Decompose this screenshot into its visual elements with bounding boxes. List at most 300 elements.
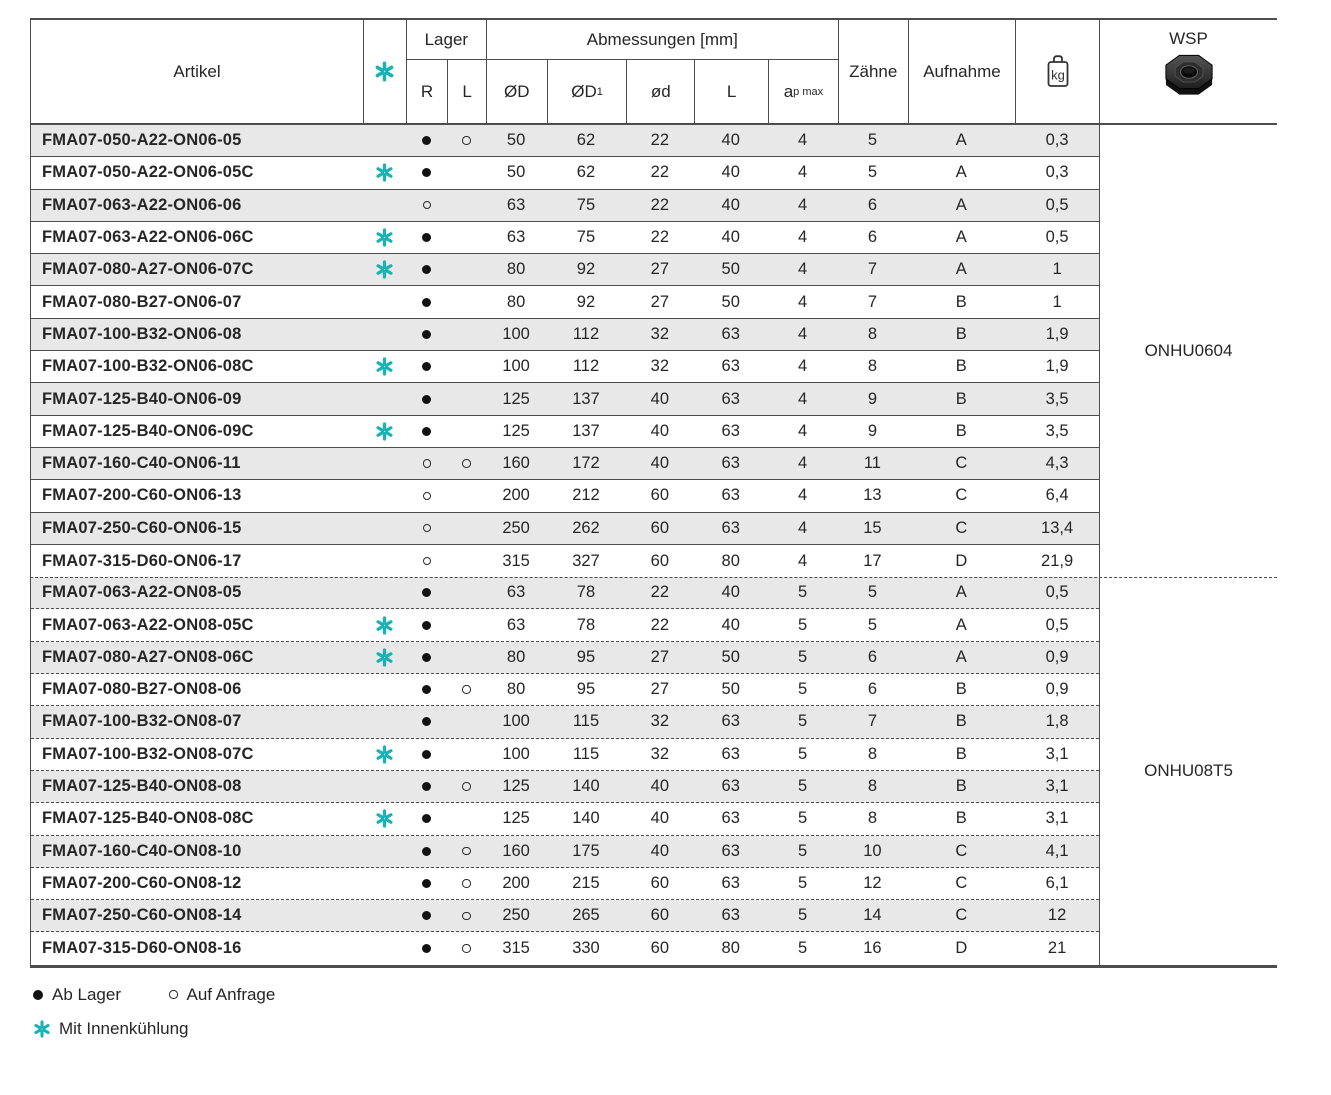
zaehne-value: 8	[867, 809, 878, 828]
dim-value-3: 63	[721, 518, 740, 537]
dim-value-4: 4	[797, 486, 808, 505]
dim-value-2: 60	[650, 939, 669, 958]
aufnahme-value: C	[955, 873, 968, 892]
innenkuehlung-cell	[363, 771, 406, 802]
dim-value-0: 250	[502, 518, 530, 537]
article-number: FMA07-050-A22-ON06-05C	[42, 163, 254, 182]
innenkuehlung-cell	[363, 448, 406, 479]
stock-r-cell	[406, 900, 447, 931]
column-header-dim-4: a p max	[768, 60, 838, 123]
zaehne-value: 8	[867, 777, 878, 796]
dim-value-1: 262	[572, 518, 600, 537]
auf-anfrage-circle-l	[462, 912, 471, 921]
dim-value-1: 137	[572, 421, 600, 440]
weight-value: 4,1	[1045, 841, 1069, 860]
dim-value-2: 27	[650, 292, 669, 311]
wsp-column	[1100, 20, 1277, 965]
dim-value-3: 50	[721, 647, 740, 666]
main-table	[30, 20, 1100, 965]
stock-r-cell	[406, 222, 447, 253]
ab-lager-dot-r	[422, 621, 431, 630]
aufnahme-value: D	[955, 939, 968, 958]
dim-value-3: 40	[721, 195, 740, 214]
stock-l-cell	[447, 254, 486, 285]
aufnahme-value: C	[955, 454, 968, 473]
auf-anfrage-circle-l	[462, 136, 471, 145]
weight-value: 0,5	[1045, 195, 1069, 214]
dim-value-1: 112	[572, 324, 600, 343]
innenkuehlung-cell	[363, 706, 406, 737]
dim-value-2: 27	[650, 647, 669, 666]
weight-value: 0,5	[1045, 583, 1069, 602]
table-row	[31, 609, 1099, 641]
dim-value-1: 212	[572, 486, 600, 505]
dim-value-0: 80	[506, 292, 526, 311]
table-row	[31, 868, 1099, 900]
table-row	[31, 642, 1099, 674]
stock-r-cell	[406, 480, 447, 511]
dim-value-3: 80	[721, 939, 740, 958]
weight-value: 0,3	[1045, 131, 1069, 150]
dim-value-3: 80	[721, 551, 740, 570]
ab-lager-dot-r	[422, 233, 431, 242]
zaehne-value: 7	[867, 260, 878, 279]
table-row	[31, 448, 1099, 480]
innenkuehlung-column-header	[363, 20, 406, 123]
zaehne-value: 12	[863, 873, 882, 892]
innenkuehlung-icon	[33, 1020, 51, 1038]
dim-value-0: 63	[506, 583, 526, 602]
dim-value-1: 265	[572, 906, 600, 925]
innenkuehlung-cell	[363, 222, 406, 253]
zaehne-value: 6	[867, 680, 878, 699]
dim-value-3: 40	[721, 131, 740, 150]
weight-value: 4,3	[1045, 454, 1069, 473]
innenkuehlung-cell	[363, 319, 406, 350]
aufnahme-value: B	[955, 809, 967, 828]
table-row	[31, 190, 1099, 222]
dim-value-4: 5	[797, 744, 808, 763]
legend-label-ab-lager: Ab Lager	[52, 984, 121, 1004]
dim-value-2: 40	[650, 454, 669, 473]
dim-value-2: 60	[650, 518, 669, 537]
zaehne-value: 6	[867, 228, 878, 247]
auf-anfrage-circle-l	[462, 685, 471, 694]
ab-lager-dot-r	[422, 879, 431, 888]
stock-l-cell	[447, 416, 486, 447]
stock-r-cell	[406, 932, 447, 964]
wsp-body	[1100, 125, 1277, 965]
weight-value: 0,5	[1045, 615, 1069, 634]
dim-value-3: 63	[721, 744, 740, 763]
ab-lager-dot-r	[422, 427, 431, 436]
innenkuehlung-cell	[363, 286, 406, 317]
dim-value-0: 315	[502, 939, 530, 958]
ab-lager-dot-r	[422, 362, 431, 371]
stock-l-cell	[447, 222, 486, 253]
zaehne-value: 13	[863, 486, 882, 505]
dim-value-0: 125	[502, 421, 530, 440]
aufnahme-value: A	[955, 647, 967, 666]
ab-lager-dot-r	[422, 330, 431, 339]
dim-value-3: 40	[721, 615, 740, 634]
dim-value-4: 4	[797, 131, 808, 150]
dim-value-2: 60	[650, 873, 669, 892]
dim-value-1: 78	[576, 615, 596, 634]
stock-l-cell	[447, 674, 486, 705]
dim-value-1: 172	[572, 454, 600, 473]
dim-value-4: 4	[797, 292, 808, 311]
dim-value-1: 175	[572, 841, 600, 860]
group-divider-dashed-line	[30, 577, 1277, 578]
table-row	[31, 416, 1099, 448]
ab-lager-dot-r	[422, 944, 431, 953]
dim-value-1: 75	[576, 228, 596, 247]
stock-l-cell	[447, 609, 486, 640]
innenkuehlung-icon	[375, 616, 394, 635]
innenkuehlung-cell	[363, 480, 406, 511]
dim-value-0: 80	[506, 680, 526, 699]
aufnahme-value: B	[955, 777, 967, 796]
weight-value: 12	[1047, 906, 1067, 925]
abmessungen-subheader	[487, 60, 838, 123]
dim-value-4: 4	[797, 421, 808, 440]
article-number: FMA07-050-A22-ON06-05	[42, 131, 242, 150]
stock-r-cell	[406, 836, 447, 867]
dim-value-2: 40	[650, 421, 669, 440]
article-number: FMA07-250-C60-ON06-15	[42, 518, 242, 537]
aufnahme-value: A	[955, 163, 967, 182]
dim-value-0: 80	[506, 647, 526, 666]
dim-value-3: 63	[721, 486, 740, 505]
dim-value-2: 60	[650, 486, 669, 505]
lager-column-group	[406, 20, 486, 123]
dim-value-3: 63	[721, 906, 740, 925]
auf-anfrage-circle-l	[462, 782, 471, 791]
aufnahme-value: A	[955, 228, 967, 247]
ab-lager-dot-r	[422, 911, 431, 920]
dim-value-4: 4	[797, 324, 808, 343]
weight-value: 3,5	[1045, 389, 1069, 408]
table-row	[31, 577, 1099, 609]
dim-value-0: 80	[506, 260, 526, 279]
column-header-lager-r: R	[420, 81, 434, 101]
abmessungen-column-group	[486, 20, 838, 123]
innenkuehlung-cell	[363, 739, 406, 770]
dim-value-4: 4	[797, 357, 808, 376]
legend-line-stock	[33, 985, 1331, 1005]
weight-value: 0,9	[1045, 680, 1069, 699]
dim-value-4: 4	[797, 228, 808, 247]
dim-value-1: 137	[572, 389, 600, 408]
table-header	[31, 20, 1099, 125]
article-number: FMA07-063-A22-ON06-06C	[42, 228, 254, 247]
innenkuehlung-cell	[363, 351, 406, 382]
weight-value: 1,9	[1045, 324, 1069, 343]
auf-anfrage-circle-r	[423, 459, 432, 468]
article-number: FMA07-100-B32-ON06-08	[42, 324, 242, 343]
stock-r-cell	[406, 286, 447, 317]
column-header-wsp: WSP	[1169, 29, 1208, 48]
dim-value-0: 160	[502, 841, 530, 860]
dim-value-0: 100	[502, 712, 530, 731]
dim-value-4: 5	[797, 777, 808, 796]
auf-anfrage-circle-l	[462, 847, 471, 856]
weight-value: 1,8	[1045, 712, 1069, 731]
stock-r-cell	[406, 706, 447, 737]
auf-anfrage-circle-icon	[169, 990, 178, 999]
table-group-on08	[31, 577, 1099, 965]
dim-value-4: 5	[797, 906, 808, 925]
auf-anfrage-circle-l	[462, 459, 471, 468]
article-number: FMA07-080-A27-ON06-07C	[42, 260, 254, 279]
dim-value-0: 125	[502, 777, 530, 796]
aufnahme-value: A	[955, 583, 967, 602]
zaehne-value: 5	[867, 131, 878, 150]
aufnahme-value: D	[955, 551, 968, 570]
stock-l-cell	[447, 868, 486, 899]
zaehne-value: 6	[867, 647, 878, 666]
dim-value-1: 92	[576, 260, 596, 279]
dim-value-3: 63	[721, 712, 740, 731]
dim-value-2: 40	[650, 841, 669, 860]
wsp-label-on08: ONHU08T5	[1144, 761, 1233, 780]
dim-value-4: 4	[797, 389, 808, 408]
stock-r-cell	[406, 383, 447, 414]
stock-l-cell	[447, 900, 486, 931]
legend-label-auf-anfrage: Auf Anfrage	[186, 984, 276, 1004]
zaehne-value: 8	[867, 744, 878, 763]
zaehne-value: 9	[867, 421, 878, 440]
aufnahme-value: B	[955, 712, 967, 731]
stock-r-cell	[406, 642, 447, 673]
dim-value-3: 63	[721, 841, 740, 860]
dim-value-4: 4	[797, 260, 808, 279]
stock-l-cell	[447, 577, 486, 608]
dim-value-0: 160	[502, 454, 530, 473]
dim-value-1: 115	[572, 744, 600, 763]
aufnahme-value: B	[955, 744, 967, 763]
innenkuehlung-cell	[363, 513, 406, 544]
article-number: FMA07-200-C60-ON06-13	[42, 486, 242, 505]
table-row	[31, 222, 1099, 254]
column-header-aufnahme: Aufnahme	[908, 20, 1016, 123]
aufnahme-value: B	[955, 680, 967, 699]
dim-value-2: 40	[650, 389, 669, 408]
zaehne-value: 16	[863, 939, 882, 958]
aufnahme-value: B	[955, 357, 967, 376]
dim-value-3: 63	[721, 777, 740, 796]
dim-value-0: 125	[502, 389, 530, 408]
dim-value-4: 4	[797, 551, 808, 570]
dim-value-2: 40	[650, 777, 669, 796]
innenkuehlung-icon	[375, 228, 394, 247]
table-row	[31, 351, 1099, 383]
dim-value-4: 4	[797, 195, 808, 214]
innenkuehlung-cell	[363, 190, 406, 221]
dim-value-4: 4	[797, 454, 808, 473]
auf-anfrage-circle-l	[462, 944, 471, 953]
article-number: FMA07-125-B40-ON08-08C	[42, 809, 254, 828]
ab-lager-dot-r	[422, 750, 431, 759]
article-number: FMA07-063-A22-ON08-05C	[42, 615, 254, 634]
innenkuehlung-cell	[363, 254, 406, 285]
weight-value: 13,4	[1041, 518, 1074, 537]
column-header-zaehne: Zähne	[838, 20, 908, 123]
weight-value: 1	[1052, 292, 1062, 311]
table-row	[31, 125, 1099, 157]
table-row	[31, 674, 1099, 706]
column-header-dim-2: ød	[626, 60, 694, 123]
stock-r-cell	[406, 190, 447, 221]
stock-l-cell	[447, 125, 486, 156]
article-number: FMA07-160-C40-ON06-11	[42, 454, 241, 473]
dim-value-1: 62	[576, 131, 596, 150]
innenkuehlung-cell	[363, 932, 406, 964]
ab-lager-dot-r	[422, 782, 431, 791]
ab-lager-dot-r	[422, 265, 431, 274]
aufnahme-value: C	[955, 486, 968, 505]
zaehne-value: 11	[863, 454, 881, 473]
dim-value-2: 27	[650, 260, 669, 279]
innenkuehlung-icon	[375, 809, 394, 828]
aufnahme-value: A	[955, 195, 967, 214]
table-row	[31, 836, 1099, 868]
innenkuehlung-icon	[375, 422, 394, 441]
legend-item-ab-lager	[33, 985, 121, 1005]
zaehne-value: 17	[863, 551, 882, 570]
zaehne-value: 15	[863, 518, 882, 537]
dim-value-1: 95	[576, 680, 596, 699]
dim-value-1: 95	[576, 647, 596, 666]
innenkuehlung-cell	[363, 609, 406, 640]
weight-value: 1,9	[1045, 357, 1069, 376]
innenkuehlung-cell	[363, 642, 406, 673]
innenkuehlung-icon	[375, 163, 394, 182]
column-header-abmessungen: Abmessungen [mm]	[487, 20, 838, 60]
weight-value: 3,5	[1045, 421, 1069, 440]
stock-l-cell	[447, 286, 486, 317]
zaehne-value: 9	[867, 389, 878, 408]
article-number: FMA07-080-A27-ON08-06C	[42, 647, 254, 666]
zaehne-value: 14	[863, 906, 882, 925]
dim-value-2: 22	[650, 228, 669, 247]
stock-r-cell	[406, 351, 447, 382]
zaehne-value: 8	[867, 357, 878, 376]
innenkuehlung-icon	[375, 260, 394, 279]
column-header-lager-l: L	[447, 60, 486, 123]
table-row	[31, 383, 1099, 415]
weight-value: 0,5	[1045, 228, 1069, 247]
innenkuehlung-cell	[363, 803, 406, 834]
ab-lager-dot-r	[422, 298, 431, 307]
dim-value-1: 327	[572, 551, 600, 570]
stock-r-cell	[406, 513, 447, 544]
dim-value-2: 32	[650, 712, 669, 731]
dim-value-2: 32	[650, 744, 669, 763]
table-row	[31, 254, 1099, 286]
aufnahme-value: A	[955, 260, 967, 279]
dim-value-0: 250	[502, 906, 530, 925]
dim-value-2: 32	[650, 357, 669, 376]
auf-anfrage-circle-r	[423, 557, 432, 566]
stock-r-cell	[406, 577, 447, 608]
dim-value-0: 100	[502, 744, 530, 763]
dim-value-0: 50	[506, 131, 526, 150]
zaehne-value: 7	[867, 292, 878, 311]
dim-value-0: 200	[502, 873, 530, 892]
column-header-dim-3: L	[694, 60, 768, 123]
table-row	[31, 771, 1099, 803]
dim-value-4: 4	[797, 163, 808, 182]
stock-r-cell	[406, 609, 447, 640]
dim-value-4: 5	[797, 939, 808, 958]
wsp-header	[1100, 20, 1277, 125]
dim-value-0: 63	[506, 615, 526, 634]
dim-value-3: 63	[721, 421, 740, 440]
octagon-insert-icon	[1158, 50, 1220, 106]
auf-anfrage-circle-r	[423, 492, 432, 501]
dim-value-2: 27	[650, 680, 669, 699]
dim-value-4: 5	[797, 712, 808, 731]
ab-lager-dot-r	[422, 168, 431, 177]
stock-r-cell	[406, 125, 447, 156]
stock-r-cell	[406, 416, 447, 447]
dim-value-1: 112	[572, 357, 600, 376]
stock-r-cell	[406, 771, 447, 802]
article-number: FMA07-125-B40-ON06-09	[42, 389, 242, 408]
weight-value: 3,1	[1045, 744, 1069, 763]
weight-kg-icon	[1043, 53, 1073, 90]
zaehne-value: 6	[867, 195, 878, 214]
ab-lager-dot-r	[422, 136, 431, 145]
weight-value: 0,9	[1045, 647, 1069, 666]
weight-value: 21	[1047, 939, 1067, 958]
dim-value-3: 63	[721, 324, 740, 343]
article-number: FMA07-080-B27-ON06-07	[42, 292, 242, 311]
table-row	[31, 706, 1099, 738]
dim-value-0: 200	[502, 486, 530, 505]
table-row	[31, 319, 1099, 351]
stock-r-cell	[406, 674, 447, 705]
article-number: FMA07-125-B40-ON06-09C	[42, 421, 254, 440]
stock-l-cell	[447, 448, 486, 479]
aufnahme-value: B	[955, 292, 967, 311]
dim-value-4: 5	[797, 680, 808, 699]
stock-r-cell	[406, 319, 447, 350]
aufnahme-value: C	[955, 841, 968, 860]
stock-r-cell	[406, 448, 447, 479]
stock-l-cell	[447, 932, 486, 964]
dim-value-3: 63	[721, 873, 740, 892]
stock-l-cell	[447, 545, 486, 577]
stock-l-cell	[447, 771, 486, 802]
dim-value-1: 140	[572, 777, 600, 796]
dim-value-3: 40	[721, 163, 740, 182]
auf-anfrage-circle-l	[462, 879, 471, 888]
table-row	[31, 932, 1099, 964]
innenkuehlung-cell	[363, 125, 406, 156]
zaehne-value: 5	[867, 583, 878, 602]
column-header-dim-1: ØD 1	[547, 60, 627, 123]
zaehne-value: 10	[863, 841, 882, 860]
dim-value-0: 50	[506, 163, 526, 182]
aufnahme-value: B	[955, 389, 967, 408]
dim-value-1: 330	[572, 939, 600, 958]
dim-value-3: 50	[721, 260, 740, 279]
auf-anfrage-circle-r	[423, 201, 432, 210]
dim-value-2: 32	[650, 324, 669, 343]
